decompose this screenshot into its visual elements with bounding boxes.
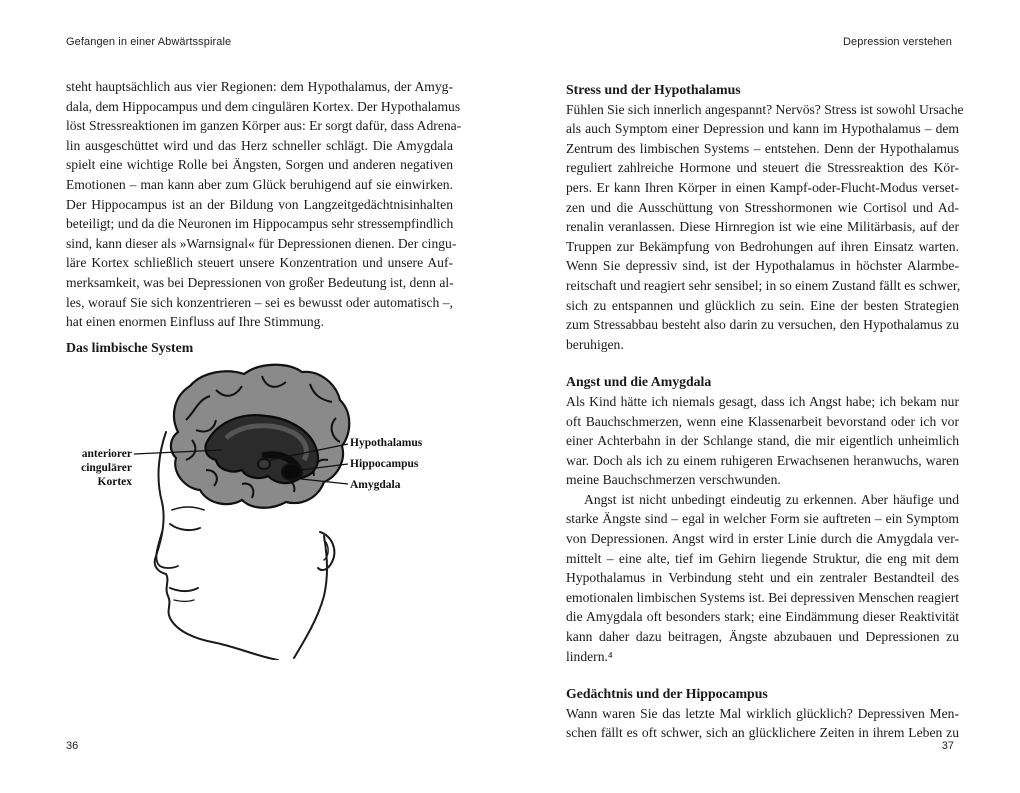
text-line: Als Kind hätte ich niemals gesagt, dass ich Angst habe; ich bekam nur	[566, 393, 959, 409]
left-body-text	[66, 77, 462, 332]
text-line: als auch Symptom einer Depression und kann im Hypothalamus – dem	[566, 121, 959, 137]
label-hypothalamus: Hypothalamus	[350, 437, 423, 449]
text-line: einer Achterbahn in der Schlange stand, die mir eigentlich unheimlich	[566, 433, 959, 449]
text-line: renalin veranlassen. Diese Hirnregion ist wie eine Militärbasis, auf der	[566, 219, 959, 235]
text-line: Hypothalamus in Verbindung steht und ein zentraler Bestandteil des	[566, 570, 959, 586]
text-line: beruhigen.	[566, 336, 624, 352]
text-line: les, worauf Sie sich konzentrieren – sei es bewusst oder automatisch –,	[66, 294, 453, 310]
brain	[171, 365, 349, 508]
text-line: die Amygdala oft besonders stark; eine Eindämmung dieser Reaktivität	[566, 609, 959, 625]
text-line: meine Bauchschmerzen verschwunden.	[566, 472, 781, 488]
text-line: starke Ängste sind – egal in welcher Form sie auftreten – ein Symptom	[566, 511, 959, 527]
text-line: steht hauptsächlich aus vier Regionen: dem Hypothalamus, der Amyg-	[66, 79, 453, 94]
section-gap	[566, 354, 959, 372]
text-line: lin ausgeschüttet wird und das Herz schneller schlägt. Die Amygdala	[66, 137, 453, 153]
text-line: von Depressionen. Angst wird in erster Linie durch die Amygdala ver-	[566, 531, 959, 547]
text-line: reguliert zahlreiche Hormone und steuert die Stressreaktion des Kör-	[566, 160, 959, 176]
text-line: Wann waren Sie das letzte Mal wirklich glücklich? Depressiven Men-	[566, 705, 959, 721]
text-line: sind, kann dieser als »Warnsignal« für Depressionen dienen. Der cingu-	[66, 235, 457, 251]
text-line: läre Kortex schließlich steuert unsere Konzentration und unsere Auf-	[66, 255, 453, 271]
label-hippocampus: Hippocampus	[350, 458, 419, 470]
label-line: Kortex	[97, 476, 132, 488]
text-line: Wenn Sie depressiv sind, ist der Hypothalamus in höchster Alarmbe-	[566, 258, 959, 274]
section-heading: Stress und der Hypothalamus	[566, 82, 741, 97]
limbic-system-figure	[66, 340, 453, 660]
page-number-left: 36	[66, 740, 79, 752]
text-line: schen fällt es oft schwer, sich an glücklichere Zeiten in ihrem Leben zu	[566, 725, 959, 741]
text-line: löst Stressreaktionen im ganzen Körper aus: Er sorgt dafür, dass Adrena-	[66, 118, 462, 134]
text-line: mittelt – eine alte, tief im Gehirn liegende Struktur, die eng mit dem	[566, 550, 959, 566]
page-number-right: 37	[941, 740, 954, 752]
right-body-text	[566, 80, 964, 743]
text-line: Angst ist nicht unbedingt eindeutig zu erkennen. Aber häufige und	[584, 491, 959, 507]
figure-title: Das limbische System	[66, 340, 194, 355]
head-brain-illustration	[66, 360, 453, 660]
text-line: dala, dem Hippocampus und dem cingulären Kortex. Der Hypothalamus	[66, 98, 461, 114]
text-line: sich zu entspannen und glücklich zu sein. Eine der besten Strategien	[566, 297, 959, 313]
text-line: war. Doch als ich zu einem ruhigeren Erwachsenen heranwuchs, waren	[566, 452, 959, 468]
text-line: reitschaft und reagiert sehr sensibel; in so einem Zustand fällt es schwer,	[566, 277, 961, 293]
text-line: beteiligt; und da die Neuronen im Hippocampus sehr stressempfindlich	[66, 216, 454, 232]
text-line: oft Bauchschmerzen, wenn eine Klassenarbeit bevorstand oder ich vor	[566, 413, 959, 429]
text-line: merksamkeit, was bei Depressionen von großer Bedeutung ist, denn al-	[66, 274, 454, 290]
text-line: zum Stressabbau besteht also darin zu versuchen, den Hypothalamus zu	[566, 317, 959, 333]
right-page	[510, 0, 1020, 793]
label-amygdala: Amygdala	[350, 479, 401, 491]
text-line: lindern.⁴	[566, 648, 613, 664]
section-heading: Gedächtnis und der Hippocampus	[566, 686, 768, 702]
text-line: kann daher dazu beitragen, Ängste abzubauen und Depressionen zu	[566, 629, 959, 645]
section-gap	[566, 666, 959, 684]
label-line: anteriorer	[81, 448, 132, 460]
section-heading: Angst und die Amygdala	[566, 374, 712, 390]
label-line: cingulärer	[81, 462, 132, 474]
label-anterior-cingulate-cortex	[66, 447, 132, 489]
text-line: emotionalen limbischen Systems ist. Bei depressiven Menschen reagiert	[566, 589, 959, 605]
text-line: Fühlen Sie sich innerlich angespannt? Nervös? Stress ist sowohl Ursache	[566, 101, 964, 117]
text-line: Emotionen – man kann aber zum Glück beruhigend auf sie einwirken.	[66, 176, 453, 192]
text-line: hat einen enormen Einfluss auf Ihre Stimmung.	[66, 314, 324, 330]
text-line: spielt eine wichtige Rolle bei Ängsten, Sorgen und anderen negativen	[66, 157, 453, 173]
text-line: Zentrum des limbischen Systems – entstehen. Denn der Hypothalamus	[566, 140, 959, 156]
running-head-left: Gefangen in einer Abwärtsspirale	[66, 36, 232, 48]
text-line: pers. Er kann Ihren Körper in einen Kampf-oder-Flucht-Modus verset-	[566, 179, 959, 195]
text-line: Truppen zur Bekämpfung von Bedrohungen auf ihren Einsatz warten.	[566, 238, 959, 254]
text-line: zen und die Ausschüttung von Stresshormonen wie Cortisol und Ad-	[566, 199, 959, 215]
running-head-right: Depression verstehen	[842, 36, 952, 48]
text-line: Der Hippocampus ist an der Bildung von Langzeitgedächtnisinhalten	[66, 196, 453, 212]
